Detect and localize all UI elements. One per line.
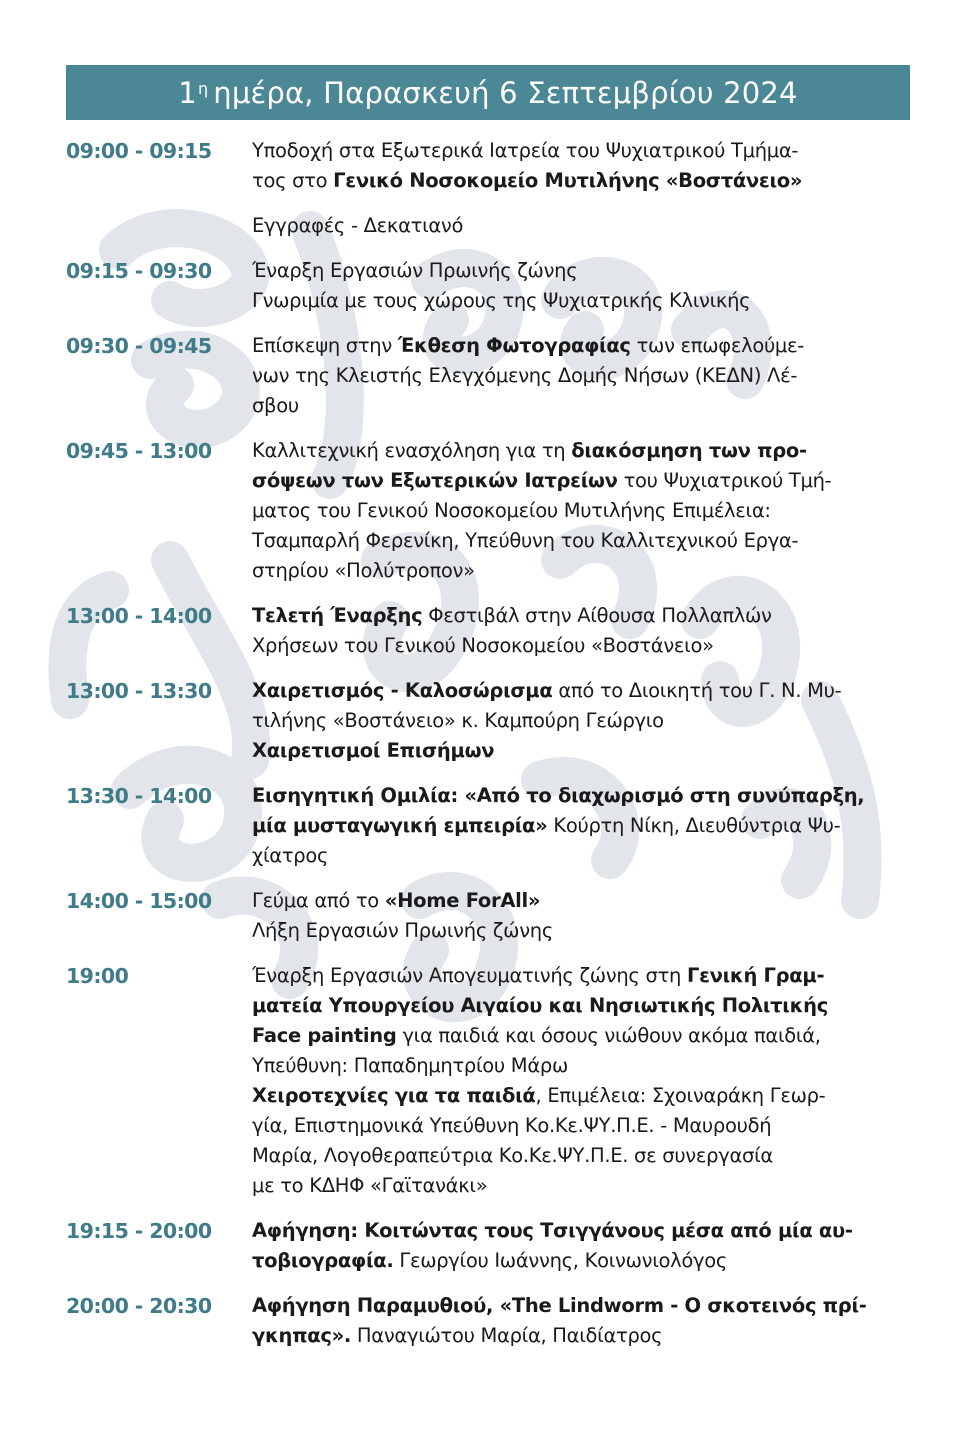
text: Παναγιώτου Μαρία, Παιδίατρος [351,1324,663,1347]
text: νων της Κλειστής Ελεγχόμενης Δομής Νήσων (ΚΕΔΝ) Λέ- [252,364,798,387]
schedule-row [66,436,910,586]
schedule-time: 14:00 - 15:00 [66,889,212,913]
schedule-description [252,781,910,871]
description-line [252,1246,910,1276]
description-line [252,631,910,661]
bold-text: μία μυσταγωγική εμπειρία» [252,814,548,837]
description-line [252,601,910,631]
bold-text: «Home ForAll» [384,889,541,912]
schedule-time [66,211,252,241]
bold-text: Χαιρετισμοί Επισήμων [252,739,495,762]
text: Γεύμα από το [252,889,385,912]
schedule-list [66,136,910,1366]
schedule-description [252,436,910,586]
text: Επίσκεψη στην [252,334,398,357]
text: Γεωργίου Ιωάννης, Κοινωνιολόγος [393,1249,728,1272]
schedule-row [66,676,910,766]
description-line [252,991,910,1021]
schedule-time: 09:15 - 09:30 [66,259,212,283]
schedule-description [252,136,910,196]
schedule-time: 09:45 - 13:00 [66,439,212,463]
schedule-description [252,211,910,241]
text: Μαρία, Λογοθεραπεύτρια Κο.Κε.ΨΥ.Π.Ε. σε συνεργασία [252,1144,773,1167]
description-line [252,1081,910,1111]
bold-text: Τελετή Έναρξης [252,604,423,627]
description-line [252,1291,910,1321]
description-line [252,676,910,706]
schedule-row [66,256,910,316]
text: τιλήνης «Βοστάνειο» κ. Καμπούρη Γεώργιο [252,709,664,732]
schedule-time: 13:00 - 13:30 [66,679,212,703]
text: Τσαμπαρλή Φερενίκη, Υπεύθυνη του Καλλιτεχνικού Εργα- [252,529,799,552]
schedule-time: 19:15 - 20:00 [66,1219,212,1243]
text: Καλλιτεχνική ενασχόληση για τη [252,439,572,462]
schedule-time: 09:30 - 09:45 [66,334,212,358]
text: ματος του Γενικού Νοσοκομείου Μυτιλήνης Επιμέλεια: [252,499,771,522]
description-line [252,1216,910,1246]
description-line [252,211,910,241]
description-line [252,1021,910,1051]
description-line [252,841,910,871]
schedule-time: 19:00 [66,964,129,988]
description-line [252,886,910,916]
text: Έναρξη Εργασιών Απογευματινής ζώνης στη [252,964,687,987]
description-line [252,916,910,946]
schedule-description [252,601,910,661]
description-line [252,811,910,841]
bold-text: Face painting [252,1024,397,1047]
description-line [252,436,910,466]
day-ordinal-suffix: η [197,79,209,98]
schedule-time: 20:00 - 20:30 [66,1294,212,1318]
description-line [252,166,910,196]
day-number: 1 [178,75,197,110]
description-line [252,736,910,766]
text: Κούρτη Νίκη, Διευθύντρια Ψυ- [547,814,841,837]
schedule-row [66,1216,910,1276]
description-line [252,391,910,421]
description-line [252,496,910,526]
text: τος στο [252,169,334,192]
bold-text: ματεία Υπουργείου Αιγαίου και Νησιωτικής Πολιτικής [252,994,828,1017]
bold-text: Αφήγηση Παραμυθιού, «The Lindworm - Ο σκοτεινός πρί- [252,1294,867,1317]
bold-text: Γενική Γραμ- [686,964,825,987]
description-line [252,256,910,286]
schedule-time: 09:00 - 09:15 [66,139,212,163]
schedule-row [66,211,910,241]
schedule-row [66,886,910,946]
bold-text: Γενικό Νοσοκομείο Μυτιλήνης «Βοστάνειο» [333,169,803,192]
bold-text: γκηπας». [252,1324,352,1347]
description-line [252,781,910,811]
text: Έναρξη Εργασιών Πρωινής ζώνης [252,259,578,282]
description-line [252,706,910,736]
text: των επωφελούμε- [630,334,805,357]
bold-text: Χαιρετισμός - Καλοσώρισμα [252,679,553,702]
text: από το Διοικητή του Γ. Ν. Μυ- [552,679,842,702]
schedule-description [252,331,910,421]
text: γία, Επιστημονικά Υπεύθυνη Κο.Κε.ΨΥ.Π.Ε. - Μαυρουδή [252,1114,772,1137]
description-line [252,1111,910,1141]
text: Εγγραφές - Δεκατιανό [252,214,464,237]
text: , Επιμέλεια: Σχοιναράκη Γεωρ- [535,1084,826,1107]
description-line [252,286,910,316]
day-header [66,65,910,120]
bold-text: τοβιογραφία. [252,1249,394,1272]
schedule-description [252,676,910,766]
description-line [252,1321,910,1351]
schedule-time: 13:30 - 14:00 [66,784,212,808]
schedule-description [252,256,910,316]
schedule-description [252,961,910,1201]
description-line [252,526,910,556]
description-line [252,136,910,166]
text: Χρήσεων του Γενικού Νοσοκομείου «Βοστάνειο» [252,634,714,657]
bold-text: Αφήγηση: Κοιτώντας τους Τσιγγάνους μέσα από μία αυ- [252,1219,853,1242]
text: Υποδοχή στα Εξωτερικά Ιατρεία του Ψυχιατρικού Τμήμα- [252,139,799,162]
bold-text: σόψεων των Εξωτερικών Ιατρείων [252,469,618,492]
text: Υπεύθυνη: Παπαδημητρίου Μάρω [252,1054,568,1077]
schedule-description [252,886,910,946]
schedule-row [66,601,910,661]
text: για παιδιά και όσους νιώθουν ακόμα παιδιά, [396,1024,821,1047]
bold-text: Χειροτεχνίες για τα παιδιά [252,1084,536,1107]
schedule-row [66,961,910,1201]
schedule-time: 13:00 - 14:00 [66,604,212,628]
text: σβου [252,394,299,417]
day-title: ημέρα, Παρασκευή 6 Σεπτεμβρίου 2024 [213,75,798,110]
description-line [252,961,910,991]
description-line [252,331,910,361]
description-line [252,556,910,586]
schedule-description [252,1291,910,1351]
description-line [252,1051,910,1081]
bold-text: Εισηγητική Ομιλία: «Από το διαχωρισμό στη συνύπαρξη, [252,784,865,807]
bold-text: διακόσμηση των προ- [571,439,807,462]
schedule-row [66,781,910,871]
description-line [252,361,910,391]
description-line [252,466,910,496]
bold-text: Έκθεση Φωτογραφίας [397,334,631,357]
text: Λήξη Εργασιών Πρωινής ζώνης [252,919,553,942]
description-line [252,1141,910,1171]
schedule-description [252,1216,910,1276]
text: με το ΚΔΗΦ «Γαϊτανάκι» [252,1174,488,1197]
schedule-row [66,331,910,421]
schedule-row [66,1291,910,1351]
schedule-row [66,136,910,196]
text: χίατρος [252,844,329,867]
text: του Ψυχιατρικού Τμή- [617,469,832,492]
description-line [252,1171,910,1201]
text: Γνωριμία με τους χώρους της Ψυχιατρικής Κλινικής [252,289,751,312]
text: Φεστιβάλ στην Αίθουσα Πολλαπλών [422,604,772,627]
text: στηρίου «Πολύτροπον» [252,559,475,582]
